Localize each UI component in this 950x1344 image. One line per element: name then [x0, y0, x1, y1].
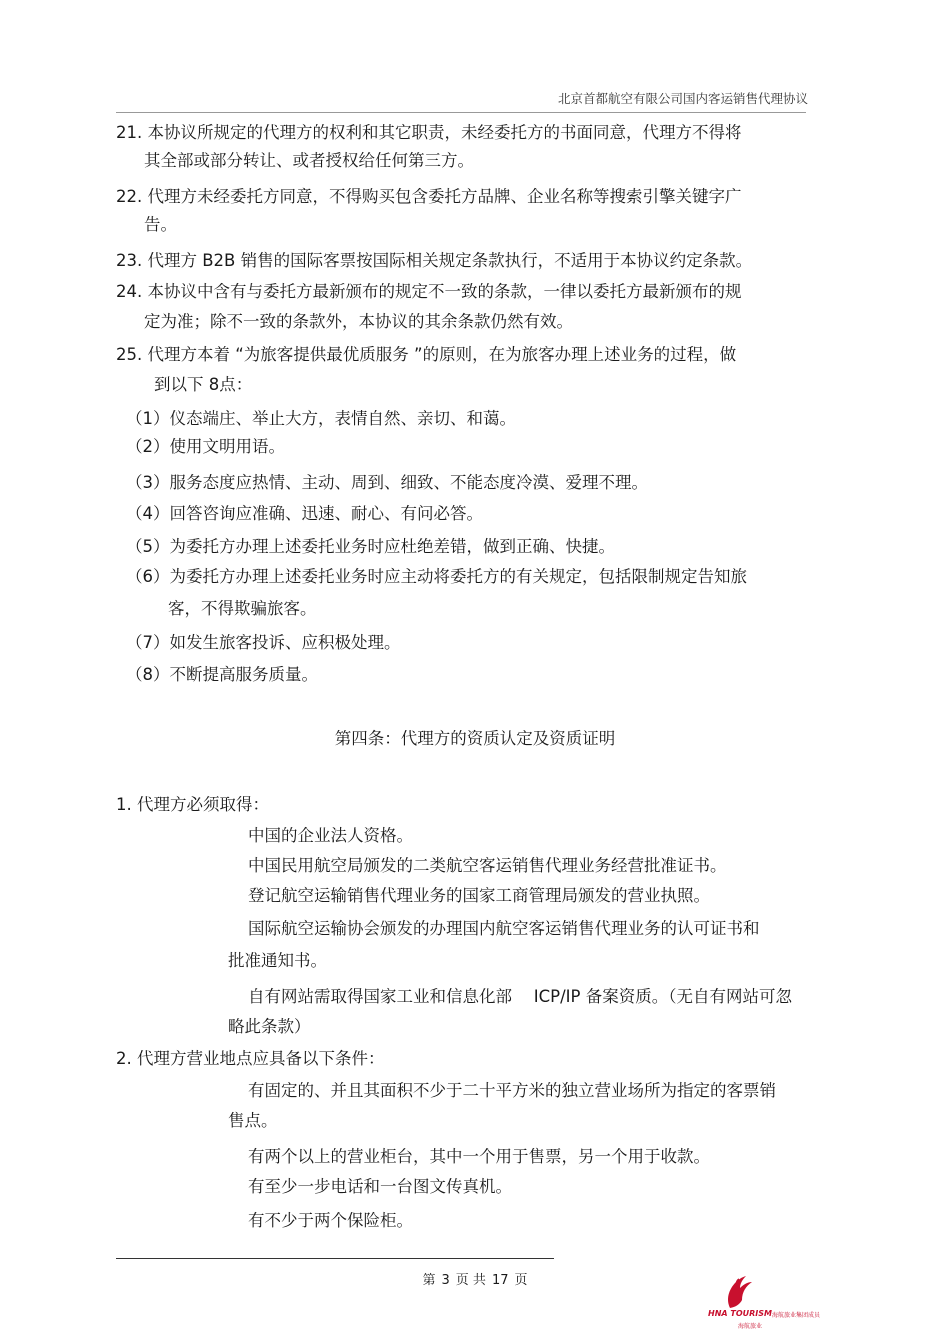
page-total: 17 — [491, 1273, 509, 1288]
clause-23-line-1: 23. 代理方 B2B 销售的国际客票按国际相关规定条款执行，不适用于本协议约定条款。 — [116, 251, 753, 270]
clause-21-line-1: 21. 本协议所规定的代理方的权利和其它职责，未经委托方的书面同意，代理方不得将 — [116, 123, 742, 142]
header-rule — [116, 112, 806, 113]
item-1-sub-3: 登记航空运输销售代理业务的国家工商管理局颁发的营业执照。 — [248, 886, 710, 905]
item-1-sub-4-line-2: 批准通知书。 — [228, 951, 327, 970]
item-1-heading: 1. 代理方必须取得： — [116, 795, 269, 814]
point-6-line-1: （6）为委托方办理上述委托业务时应主动将委托方的有关规定，包括限制规定告知旅 — [126, 567, 747, 586]
point-1: （1）仪态端庄、举止大方，表情自然、亲切、和蔼。 — [126, 409, 516, 428]
footer-rule — [116, 1258, 554, 1259]
logo-tagline: 海航旅业集团成员 — [772, 1312, 821, 1319]
point-8: （8）不断提高服务质量。 — [126, 665, 318, 684]
clause-22-line-2: 告。 — [144, 215, 177, 234]
point-4: （4）回答咨询应准确、迅速、耐心、有问必答。 — [126, 504, 483, 523]
item-2-sub-1-line-1: 有固定的、并且其面积不少于二十平方米的独立营业场所为指定的客票销 — [248, 1081, 776, 1100]
clause-24-line-2: 定为准；除不一致的条款外，本协议的其余条款仍然有效。 — [144, 312, 573, 331]
point-2: （2）使用文明用语。 — [126, 437, 285, 456]
logo-name: 海航旅业 — [738, 1323, 763, 1330]
hna-tourism-logo — [702, 1272, 830, 1332]
point-7: （7）如发生旅客投诉、应积极处理。 — [126, 633, 401, 652]
clause-24-line-1: 24. 本协议中含有与委托方最新颁布的规定不一致的条款，一律以委托方最新颁布的规 — [116, 282, 742, 301]
item-2-sub-3: 有至少一步电话和一台图文传真机。 — [248, 1177, 512, 1196]
item-1-sub-2: 中国民用航空局颁发的二类航空客运销售代理业务经营批准证书。 — [248, 856, 727, 875]
item-2-heading: 2. 代理方营业地点应具备以下条件： — [116, 1049, 385, 1068]
page-label-2: 页 共 — [455, 1273, 486, 1288]
page-label-3: 页 — [514, 1273, 528, 1288]
phoenix-icon — [702, 1272, 830, 1312]
item-2-sub-2: 有两个以上的营业柜台，其中一个用于售票，另一个用于收款。 — [248, 1147, 710, 1166]
point-3: （3）服务态度应热情、主动、周到、细致、不能态度冷漠、爱理不理。 — [126, 473, 648, 492]
page-header: 北京首都航空有限公司国内客运销售代理协议 — [557, 91, 808, 106]
item-2-sub-4: 有不少于两个保险柜。 — [248, 1211, 413, 1230]
section-title: 第四条：代理方的资质认定及资质证明 — [334, 729, 616, 748]
item-1-sub-5-line-1: 自有网站需取得国家工业和信息化部 ICP/IP 备案资质。（无自有网站可忽 — [248, 987, 792, 1006]
clause-25-line-2: 到以下 8点： — [154, 375, 253, 394]
item-1-sub-1: 中国的企业法人资格。 — [248, 826, 413, 845]
clause-25-line-1: 25. 代理方本着 “为旅客提供最优质服务 ”的原则，在为旅客办理上述业务的过程，做 — [116, 345, 737, 364]
page-label-1: 第 — [422, 1273, 436, 1288]
item-1-sub-5-line-2: 略此条款） — [228, 1017, 311, 1036]
item-2-sub-1-line-2: 售点。 — [228, 1111, 278, 1130]
clause-22-line-1: 22. 代理方未经委托方同意，不得购买包含委托方品牌、企业名称等搜索引擎关键字广 — [116, 187, 742, 206]
point-5: （5）为委托方办理上述委托业务时应杜绝差错，做到正确、快捷。 — [126, 537, 615, 556]
clause-21-line-2: 其全部或部分转让、或者授权给任何第三方。 — [144, 151, 474, 170]
point-6-line-2: 客，不得欺骗旅客。 — [168, 599, 317, 618]
item-1-sub-4-line-1: 国际航空运输协会颁发的办理国内航空客运销售代理业务的认可证书和 — [248, 919, 760, 938]
logo-brand: HNA TOURISM — [708, 1309, 772, 1318]
page-current: 3 — [441, 1273, 450, 1288]
